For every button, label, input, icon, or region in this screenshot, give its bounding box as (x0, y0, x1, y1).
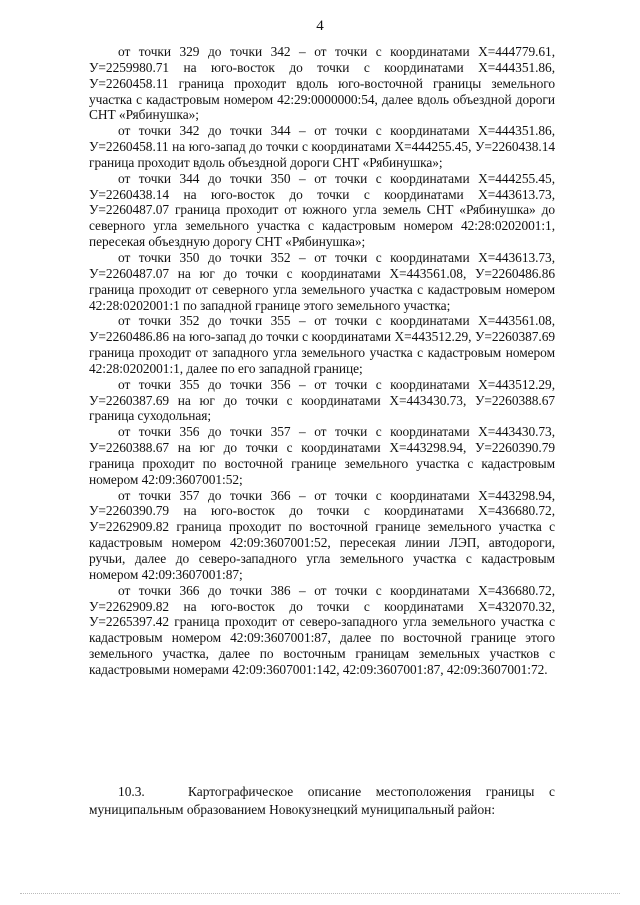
section-heading-text: Картографическое описание местоположения границы с муниципальным образованием Новокузнецкий муниципальный район: (89, 784, 555, 817)
section-paragraph (89, 783, 555, 819)
paragraph-segment-356-357: от точки 356 до точки 357 – от точки с координатами Х=443430.73, У=2260388.67 на юг до точки с координатами Х=443298.94, У=2260390.79 граница проходит по восточной границе земельного участка с кадастровым номером 42:09:3607001:52; (89, 424, 555, 487)
paragraph-segment-344-350: от точки 344 до точки 350 – от точки с координатами Х=444255.45, У=2260438.14 на юго-восток до точки с координатами Х=443613.73, У=2260487.07 граница проходит от южного угла земель СНТ «Рябинушка» до северного угла земельного участка с кадастровым номером 42:28:0202001:1, пересекая объездную дорогу СНТ «Рябинушка»; (89, 170, 555, 250)
paragraph-segment-366-386: от точки 366 до точки 386 – от точки с координатами Х=436680.72, У=2262909.82 на юго-восток до точки с координатами Х=432070.32, У=2265397.42 граница проходит от северо-западного угла земельного участка с кадастровым номером 42:09:3607001:87, далее по восточной границе этого земельного участка, далее по восточным границам земельных участков с кадастровыми номерами 42:09:3607001:142, 42:09:3607001:87, 42:09:3607001:72. (89, 582, 555, 677)
paragraph-segment-342-344: от точки 342 до точки 344 – от точки с координатами Х=444351.86, У=2260458.11 на юго-запад до точки с координатами Х=444255.45, У=2260438.14 граница проходит вдоль объездной дороги СНТ «Рябинушка»; (89, 123, 555, 170)
section-10-3 (89, 783, 555, 819)
section-number: 10.3. (118, 784, 145, 799)
paragraph-segment-329-342: от точки 329 до точки 342 – от точки с координатами Х=444779.61, У=2259980.71 на юго-восток до точки с координатами Х=444351.86, У=2260458.11 граница проходит вдоль юго-восточной границы земельного участка с кадастровым номером 42:29:0000000:54, далее вдоль объездной дороги СНТ «Рябинушка»; (89, 44, 555, 123)
page-number: 4 (316, 18, 324, 34)
paragraph-segment-352-355: от точки 352 до точки 355 – от точки с координатами Х=443561.08, У=2260486.86 на юго-запад до точки с координатами Х=443512.29, У=2260387.69 граница проходит от западного угла земельного участка с кадастровым номером 42:28:0202001:1, далее по его западной границе; (89, 313, 555, 376)
paragraph-segment-357-366: от точки 357 до точки 366 – от точки с координатами Х=443298.94, У=2260390.79 на юго-восток до точки с координатами Х=436680.72, У=2262909.82 граница проходит по восточной границе земельного участка с кадастровым номером 42:09:3607001:52, пересекая линии ЛЭП, автодороги, ручьи, далее до северо-западного угла земельного участка с кадастровым номером 42:09:3607001:87; (89, 487, 555, 582)
boundary-description (89, 44, 555, 678)
paragraph-segment-355-356: от точки 355 до точки 356 – от точки с координатами Х=443512.29, У=2260387.69 на юг до точки с координатами Х=443430.73, У=2260388.67 граница суходольная; (89, 376, 555, 424)
scan-edge-line (20, 893, 620, 895)
paragraph-segment-350-352: от точки 350 до точки 352 – от точки с координатами Х=443613.73, У=2260487.07 на юг до точки с координатами Х=443561.08, У=2260486.86 граница проходит от северного угла земельного участка с кадастровым номером 42:28:0202001:1 по западной границе этого земельного участка; (89, 249, 555, 313)
